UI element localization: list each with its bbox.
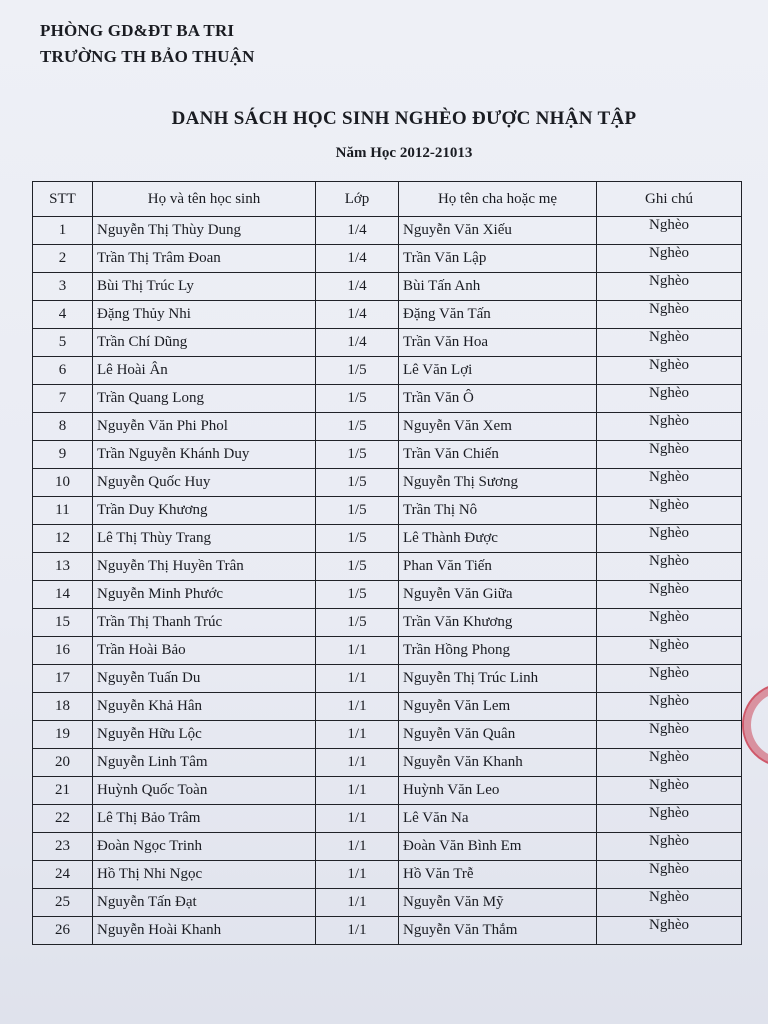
cell-parent-name: Huỳnh Văn Leo: [399, 777, 597, 805]
cell-note: [597, 525, 742, 553]
cell-class: 1/1: [316, 777, 399, 805]
note-text: Nghèo: [649, 553, 689, 569]
cell-class: 1/5: [316, 413, 399, 441]
note-text: Nghèo: [649, 413, 689, 429]
cell-note: [597, 637, 742, 665]
cell-class: 1/1: [316, 693, 399, 721]
note-text: Nghèo: [649, 665, 689, 681]
cell-note: [597, 721, 742, 749]
cell-student-name: Nguyễn Tuấn Du: [93, 665, 316, 693]
cell-class: 1/1: [316, 889, 399, 917]
cell-student-name: Nguyễn Thị Huyền Trân: [93, 553, 316, 581]
cell-stt: 26: [33, 917, 93, 945]
cell-student-name: Nguyễn Văn Phi Phol: [93, 413, 316, 441]
cell-note: [597, 217, 742, 245]
cell-stt: 16: [33, 637, 93, 665]
cell-class: 1/4: [316, 301, 399, 329]
cell-stt: 17: [33, 665, 93, 693]
table-row: [33, 917, 742, 945]
column-header-class: Lớp: [316, 182, 399, 217]
cell-student-name: Nguyễn Thị Thùy Dung: [93, 217, 316, 245]
organization-header: [40, 18, 255, 70]
cell-parent-name: Trần Văn Chiến: [399, 441, 597, 469]
cell-note: [597, 805, 742, 833]
cell-parent-name: Nguyễn Văn Thắm: [399, 917, 597, 945]
cell-student-name: Trần Duy Khương: [93, 497, 316, 525]
table-row: [33, 721, 742, 749]
cell-parent-name: Trần Thị Nô: [399, 497, 597, 525]
cell-student-name: Trần Nguyễn Khánh Duy: [93, 441, 316, 469]
note-text: Nghèo: [649, 497, 689, 513]
school-name: TRƯỜNG TH BẢO THUẬN: [40, 47, 255, 66]
cell-parent-name: Phan Văn Tiến: [399, 553, 597, 581]
table-body: [33, 217, 742, 945]
cell-student-name: Nguyễn Hoài Khanh: [93, 917, 316, 945]
cell-parent-name: Trần Hồng Phong: [399, 637, 597, 665]
cell-note: [597, 385, 742, 413]
cell-class: 1/1: [316, 917, 399, 945]
cell-student-name: Lê Thị Thùy Trang: [93, 525, 316, 553]
cell-class: 1/5: [316, 357, 399, 385]
cell-note: [597, 693, 742, 721]
cell-student-name: Lê Thị Bảo Trâm: [93, 805, 316, 833]
cell-parent-name: Trần Văn Ô: [399, 385, 597, 413]
cell-parent-name: Nguyễn Văn Xiếu: [399, 217, 597, 245]
cell-stt: 7: [33, 385, 93, 413]
cell-class: 1/4: [316, 217, 399, 245]
cell-student-name: Trần Thị Trâm Đoan: [93, 245, 316, 273]
cell-stt: 3: [33, 273, 93, 301]
note-text: Nghèo: [649, 861, 689, 877]
cell-stt: 25: [33, 889, 93, 917]
cell-note: [597, 665, 742, 693]
cell-parent-name: Nguyễn Văn Khanh: [399, 749, 597, 777]
cell-student-name: Nguyễn Khả Hân: [93, 693, 316, 721]
table-row: [33, 749, 742, 777]
table-row: [33, 273, 742, 301]
cell-note: [597, 581, 742, 609]
cell-stt: 11: [33, 497, 93, 525]
note-text: Nghèo: [649, 217, 689, 233]
cell-parent-name: Bùi Tấn Anh: [399, 273, 597, 301]
cell-note: [597, 861, 742, 889]
cell-note: [597, 441, 742, 469]
note-text: Nghèo: [649, 301, 689, 317]
table-row: [33, 637, 742, 665]
cell-class: 1/1: [316, 861, 399, 889]
table-row: [33, 525, 742, 553]
note-text: Nghèo: [649, 721, 689, 737]
cell-student-name: Trần Hoài Bảo: [93, 637, 316, 665]
cell-note: [597, 245, 742, 273]
note-text: Nghèo: [649, 385, 689, 401]
table-row: [33, 413, 742, 441]
cell-student-name: Nguyễn Minh Phước: [93, 581, 316, 609]
column-header-parent-name: Họ tên cha hoặc mẹ: [399, 182, 597, 217]
cell-parent-name: Lê Thành Được: [399, 525, 597, 553]
note-text: Nghèo: [649, 525, 689, 541]
cell-stt: 22: [33, 805, 93, 833]
cell-stt: 20: [33, 749, 93, 777]
table-row: [33, 217, 742, 245]
note-text: Nghèo: [649, 441, 689, 457]
note-text: Nghèo: [649, 609, 689, 625]
cell-note: [597, 413, 742, 441]
note-text: Nghèo: [649, 833, 689, 849]
cell-stt: 6: [33, 357, 93, 385]
cell-student-name: Đoàn Ngọc Trinh: [93, 833, 316, 861]
cell-stt: 19: [33, 721, 93, 749]
cell-class: 1/5: [316, 581, 399, 609]
table-header-row: [33, 182, 742, 217]
cell-stt: 2: [33, 245, 93, 273]
cell-class: 1/4: [316, 245, 399, 273]
table-row: [33, 497, 742, 525]
table-row: [33, 805, 742, 833]
table-row: [33, 693, 742, 721]
cell-note: [597, 273, 742, 301]
cell-stt: 1: [33, 217, 93, 245]
column-header-student-name: Họ và tên học sinh: [93, 182, 316, 217]
cell-class: 1/5: [316, 525, 399, 553]
table-row: [33, 833, 742, 861]
cell-class: 1/1: [316, 721, 399, 749]
cell-student-name: Nguyễn Hữu Lộc: [93, 721, 316, 749]
cell-class: 1/1: [316, 833, 399, 861]
table-row: [33, 385, 742, 413]
cell-student-name: Đặng Thủy Nhi: [93, 301, 316, 329]
cell-stt: 23: [33, 833, 93, 861]
note-text: Nghèo: [649, 749, 689, 765]
cell-note: [597, 301, 742, 329]
cell-parent-name: Nguyễn Văn Lem: [399, 693, 597, 721]
cell-stt: 15: [33, 609, 93, 637]
note-text: Nghèo: [649, 245, 689, 261]
cell-stt: 9: [33, 441, 93, 469]
table-row: [33, 301, 742, 329]
table-row: [33, 609, 742, 637]
cell-student-name: Trần Quang Long: [93, 385, 316, 413]
cell-student-name: Hồ Thị Nhi Ngọc: [93, 861, 316, 889]
cell-parent-name: Trần Văn Lập: [399, 245, 597, 273]
cell-note: [597, 497, 742, 525]
cell-class: 1/5: [316, 441, 399, 469]
cell-note: [597, 833, 742, 861]
cell-stt: 12: [33, 525, 93, 553]
cell-parent-name: Nguyễn Văn Quân: [399, 721, 597, 749]
cell-note: [597, 917, 742, 945]
cell-student-name: Nguyễn Quốc Huy: [93, 469, 316, 497]
cell-note: [597, 469, 742, 497]
cell-parent-name: Đoàn Văn Bình Em: [399, 833, 597, 861]
note-text: Nghèo: [649, 637, 689, 653]
cell-note: [597, 329, 742, 357]
note-text: Nghèo: [649, 777, 689, 793]
table-row: [33, 469, 742, 497]
cell-student-name: Huỳnh Quốc Toàn: [93, 777, 316, 805]
cell-parent-name: Trần Văn Hoa: [399, 329, 597, 357]
note-text: Nghèo: [649, 805, 689, 821]
note-text: Nghèo: [649, 329, 689, 345]
cell-class: 1/1: [316, 637, 399, 665]
cell-parent-name: Nguyễn Văn Mỹ: [399, 889, 597, 917]
cell-stt: 8: [33, 413, 93, 441]
cell-stt: 24: [33, 861, 93, 889]
table-row: [33, 777, 742, 805]
cell-class: 1/5: [316, 553, 399, 581]
table-row: [33, 245, 742, 273]
cell-parent-name: Nguyễn Văn Xem: [399, 413, 597, 441]
cell-class: 1/5: [316, 497, 399, 525]
note-text: Nghèo: [649, 469, 689, 485]
table-row: [33, 861, 742, 889]
cell-student-name: Nguyễn Tấn Đạt: [93, 889, 316, 917]
cell-class: 1/4: [316, 329, 399, 357]
cell-parent-name: Nguyễn Thị Sương: [399, 469, 597, 497]
cell-parent-name: Hồ Văn Trễ: [399, 861, 597, 889]
note-text: Nghèo: [649, 693, 689, 709]
cell-stt: 10: [33, 469, 93, 497]
cell-parent-name: Nguyễn Thị Trúc Linh: [399, 665, 597, 693]
table-row: [33, 553, 742, 581]
cell-class: 1/1: [316, 665, 399, 693]
cell-class: 1/5: [316, 469, 399, 497]
note-text: Nghèo: [649, 889, 689, 905]
cell-parent-name: Trần Văn Khương: [399, 609, 597, 637]
table-row: [33, 581, 742, 609]
cell-note: [597, 749, 742, 777]
department-name: PHÒNG GD&ĐT BA TRI: [40, 21, 235, 40]
cell-student-name: Nguyễn Linh Tâm: [93, 749, 316, 777]
note-text: Nghèo: [649, 273, 689, 289]
school-year: Năm Học 2012-21013: [335, 145, 473, 161]
cell-stt: 4: [33, 301, 93, 329]
cell-parent-name: Lê Văn Lợi: [399, 357, 597, 385]
document-title: DANH SÁCH HỌC SINH NGHÈO ĐƯỢC NHẬN TẬP: [171, 108, 637, 129]
table-row: [33, 441, 742, 469]
red-seal-stamp: [742, 683, 768, 767]
cell-note: [597, 357, 742, 385]
note-text: Nghèo: [649, 581, 689, 597]
cell-class: 1/5: [316, 609, 399, 637]
column-header-note: Ghi chú: [597, 182, 742, 217]
cell-student-name: Lê Hoài Ân: [93, 357, 316, 385]
cell-note: [597, 609, 742, 637]
table-row: [33, 665, 742, 693]
cell-stt: 13: [33, 553, 93, 581]
cell-class: 1/1: [316, 749, 399, 777]
cell-parent-name: Đặng Văn Tấn: [399, 301, 597, 329]
cell-class: 1/1: [316, 805, 399, 833]
cell-note: [597, 553, 742, 581]
cell-stt: 21: [33, 777, 93, 805]
cell-note: [597, 777, 742, 805]
cell-stt: 14: [33, 581, 93, 609]
table-row: [33, 357, 742, 385]
cell-stt: 5: [33, 329, 93, 357]
table-row: [33, 329, 742, 357]
cell-stt: 18: [33, 693, 93, 721]
note-text: Nghèo: [649, 357, 689, 373]
note-text: Nghèo: [649, 917, 689, 933]
cell-class: 1/4: [316, 273, 399, 301]
cell-student-name: Trần Thị Thanh Trúc: [93, 609, 316, 637]
cell-note: [597, 889, 742, 917]
cell-parent-name: Lê Văn Na: [399, 805, 597, 833]
cell-class: 1/5: [316, 385, 399, 413]
student-list-table: [32, 181, 742, 945]
column-header-stt: STT: [33, 182, 93, 217]
cell-student-name: Trần Chí Dũng: [93, 329, 316, 357]
table-row: [33, 889, 742, 917]
cell-student-name: Bùi Thị Trúc Ly: [93, 273, 316, 301]
cell-parent-name: Nguyễn Văn Giữa: [399, 581, 597, 609]
